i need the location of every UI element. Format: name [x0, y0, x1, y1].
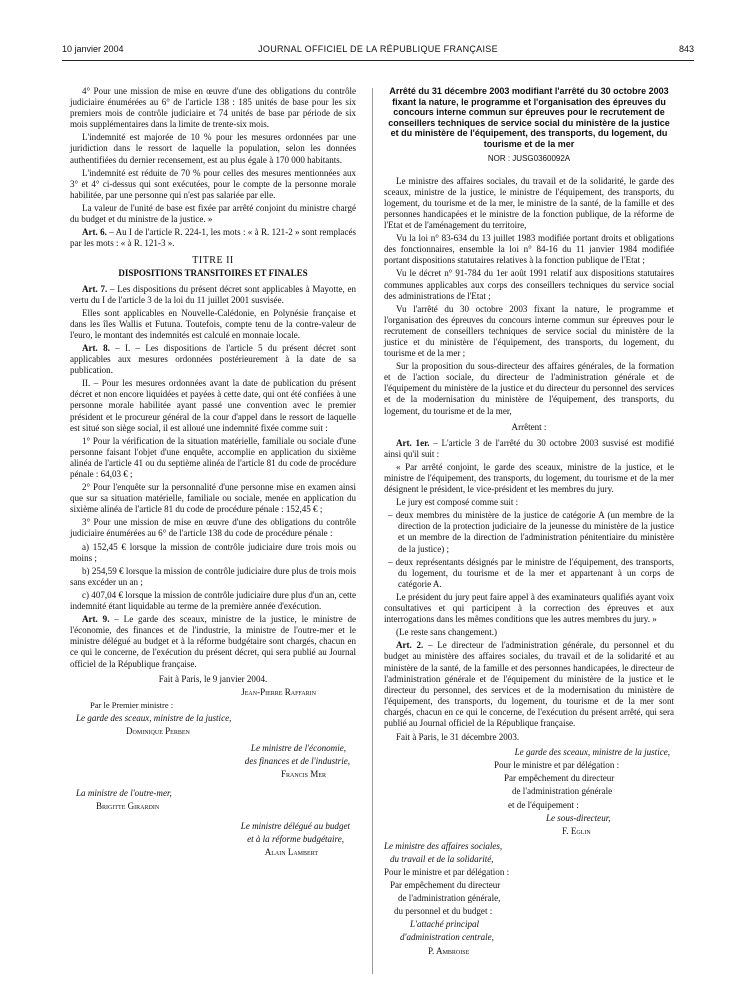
signature-line: et de l'équipement :	[508, 799, 579, 810]
list-item: – deux membres du ministère de la justice de catégorie A (un membre de la direction de la protection judiciaire de la jeunesse du ministère de la justice et un membre de la direction de l'administration pénitentiaire du ministère de la justice) ;	[388, 510, 674, 554]
paragraph: 1° Pour la vérification de la situation matérielle, familiale ou sociale d'une personne faisant l'objet d'une enquête, accomplie en application du sixième alinéa de l'article 41 ou du septième alinéa de l'article 81 du code de procédure pénale : 64,03 € ;	[70, 435, 356, 479]
article-8	[70, 343, 356, 376]
fait-line: Fait à Paris, le 9 janvier 2004.	[158, 673, 268, 684]
article-label: Art. 6.	[82, 227, 107, 238]
paragraph: Vu le décret n° 91-784 du 1er août 1991 relatif aux dispositions statutaires communes applicables aux corps des conseillers techniques du service social des administrations de l'Etat ;	[384, 268, 674, 301]
titre-subheading: DISPOSITIONS TRANSITOIRES ET FINALES	[118, 268, 308, 279]
paragraph: b) 254,59 € lorsque la mission de contrôle judiciaire dure plus de trois mois sans excéder un an ;	[70, 565, 356, 587]
paragraph: Elles sont applicables en Nouvelle-Calédonie, en Polynésie française et dans les îles Wallis et Futuna. Toutefois, compte tenu de la contre-valeur de l'euro, le montant des indemnités est calculé en monnaie locale.	[70, 307, 356, 340]
nor-reference: NOR : JUSG0360092A	[487, 153, 571, 163]
article-2	[384, 640, 674, 729]
signature-line: Pour le ministre et par délégation :	[384, 867, 510, 877]
signatory-name: Alain Lambert	[264, 846, 318, 857]
signatures	[384, 747, 674, 957]
article-label: Art. 7.	[82, 283, 108, 294]
paragraph: Vu la loi n° 83-634 du 13 juillet 1983 modifiée portant droits et obligations des fonctionnaires, ensemble la loi n° 84-16 du 11 janvier 1984 modifiée portant dispositions statutaires relatives à la fonction publique de l'Etat ;	[384, 233, 674, 266]
signature-title: L'attaché principal	[410, 919, 480, 930]
paragraph: « Par arrêté conjoint, le garde des sceaux, ministre de la justice, et le ministre de l'équipement, des transports, du logement, du tourisme et de la mer désignent le président, le vice-président et les membres du jury.	[384, 461, 674, 495]
page-header	[62, 44, 694, 58]
left-column	[70, 86, 356, 860]
article-text: – L'article 3 de l'arrêté du 30 octobre 2003 susvisé est modifié ainsi qu'il suit :	[384, 437, 674, 459]
arretent: Arrêtent :	[511, 421, 547, 432]
article-9	[70, 614, 356, 669]
signatory-name: Brigitte Girardin	[96, 801, 160, 812]
paragraph: Vu l'arrêté du 30 octobre 2003 fixant la nature, le programme et l'organisation des épreuves du concours interne commun sur épreuves pour le recrutement de conseillers techniques de service social du ministère de la justice et du ministère de l'équipement, des transports, du logement, du tourisme et de la mer ;	[384, 303, 674, 359]
article-text: – Les dispositions du présent décret sont applicables à Mayotte, en vertu du I de l'article 3 de la loi du 11 juillet 2001 susvisée.	[70, 283, 356, 305]
signature-title: La ministre de l'outre-mer,	[76, 788, 172, 799]
signature-title: et à la réforme budgétaire,	[247, 833, 344, 844]
paragraph: (Le reste sans changement.)	[396, 627, 497, 638]
signatory-name: Francis Mer	[280, 769, 326, 780]
paragraph: Sur la proposition du sous-directeur des affaires générales, de la formation et de l'action sociale, du directeur de l'administration générale et de l'équipement du ministère de la justice et du directeur du personnel des services et de la modernisation du ministère de l'équipement, des transports, du logement, du tourisme et de la mer,	[384, 361, 674, 416]
article-label: Art. 2.	[396, 640, 424, 651]
page-number: 843	[678, 44, 694, 54]
signature-title: d'administration centrale,	[400, 932, 494, 943]
fait-line: Fait à Paris, le 31 décembre 2003.	[396, 732, 520, 743]
signature-title: du travail et de la solidarité,	[390, 853, 494, 864]
article-text: – Le directeur de l'administration générale, du personnel et du budget au ministère des affaires sociales, du travail et de la solidarité et au ministère de la santé, de la famille et des personnes handicapées, le directeur de l'administration générale et de l'équipement du ministère de la justice et le directeur du personnel, des services et de la modernisation du ministère de l'équipement, des transports, du logement, du tourisme et de la mer sont chargés, chacun en ce qui le concerne, de l'exécution du présent arrêté, qui sera publié au Journal officiel de la République française.	[384, 640, 674, 728]
signature-title: Le ministre délégué au budget	[240, 820, 350, 831]
article-label: Art. 1er.	[396, 437, 430, 448]
signature-title: Le ministre de l'économie,	[250, 743, 346, 754]
signature-line: de l'administration générale	[512, 786, 613, 797]
signature-title: Le garde des sceaux, ministre de la justice,	[76, 712, 232, 723]
paragraph: La valeur de l'unité de base est fixée par arrêté conjoint du ministre chargé du budget et du ministre de la justice. »	[70, 202, 356, 225]
article-text: – I. – Les dispositions de l'article 5 du présent décret sont applicables aux mesures ordonnées postérieurement à la date de sa publication.	[70, 342, 356, 376]
signatory-name: Dominique Perben	[126, 725, 190, 736]
paragraph: Le jury est composé comme suit :	[396, 497, 519, 508]
article-text: – Le garde des sceaux, ministre de la justice, le ministre de l'économie, des finances et de l'industrie, la ministre de l'outre-mer et le ministre délégué au budget et à la réforme budgétaire sont chargés, chacun en ce qui le concerne, de l'exécution du présent décret, qui sera publié au Journal officiel de la République française.	[70, 614, 356, 669]
signature-title: Le sous-directeur,	[546, 812, 611, 823]
journal-title: JOURNAL OFFICIEL DE LA RÉPUBLIQUE FRANÇAISE	[258, 44, 498, 54]
article-label: Art. 8.	[82, 342, 110, 353]
signature-line: Pour le ministre et par délégation :	[494, 760, 620, 771]
signatory-name: Jean-Pierre Raffarin	[241, 686, 316, 697]
signature-line: Par empêchement du directeur	[390, 880, 501, 891]
decree-title: Arrêté du 31 décembre 2003 modifiant l'arrêté du 30 octobre 2003 fixant la nature, le programme et l'organisation des épreuves du concours interne commun sur épreuves pour le recrutement de conseillers techniques de service social du ministère de la justice et du ministère de l'équipement, des transports, du logement, du tourisme et de la mer	[388, 86, 670, 149]
signature-title: Le garde des sceaux, ministre de la justice,	[514, 747, 670, 758]
paragraph: Le ministre des affaires sociales, du travail et de la solidarité, le garde des sceaux, ministre de la justice, le ministre de l'équipement, des transports, du logement, du tourisme et de la mer, le ministre de la santé, de la famille et des personnes handicapées et le ministre de la fonction publique, de la réforme de l'Etat et de l'aménagement du territoire,	[384, 175, 674, 231]
article-6	[70, 227, 356, 249]
signatures	[70, 687, 356, 858]
header-date: 10 janvier 2004	[62, 44, 124, 54]
right-column	[384, 86, 674, 959]
paragraph: L'indemnité est réduite de 70 % pour celles des mesures mentionnées aux 3° et 4° ci-dessus qui sont exécutées, pour le compte de la personne morale habilitée, par une personne qui n'est pas salariée par elle.	[70, 167, 356, 200]
signature-title: Le ministre des affaires sociales,	[384, 840, 503, 851]
paragraph: II. – Pour les mesures ordonnées avant la date de publication du présent décret et non encore liquidées et payées à cette date, qui ont été confiées à une personne morale habilitée ayant passé une convention avec le premier président et le procureur général de la cour d'appel dans le ressort de laquelle est situé son siège social, il est alloué une indemnité fixée comme suit :	[70, 378, 356, 433]
signature-line: Par le Premier ministre :	[90, 699, 174, 710]
list-item: – deux représentants désignés par le ministre de l'équipement, des transports, du logement, du tourisme et de la mer et appartenant à un corps de catégorie A.	[388, 556, 674, 589]
paragraph: a) 152,45 € lorsque la mission de contrôle judiciaire dure trois mois ou moins ;	[70, 541, 356, 563]
signature-line: de l'administration générale,	[398, 893, 501, 904]
paragraph: 2° Pour l'enquête sur la personnalité d'une personne mise en examen ainsi que sur sa situation matérielle, familiale ou sociale, menée en application du sixième alinéa de l'article 81 du code de procédure pénale : 152,45 € ;	[70, 482, 356, 515]
signature-line: du personnel et du budget :	[394, 906, 493, 917]
column-divider	[372, 88, 373, 974]
article-text: – Au I de l'article R. 224-1, les mots : « à R. 121-2 » sont remplacés par les mots : « à R. 121-3 ».	[70, 227, 356, 249]
signature-title: des finances et de l'industrie,	[244, 756, 350, 767]
header-rule	[62, 60, 694, 61]
titre-heading: TITRE II	[192, 255, 234, 267]
article-7	[70, 284, 356, 306]
signature-line: Par empêchement du directeur	[504, 773, 615, 784]
signatory-name: F. Eglin	[562, 825, 591, 836]
paragraph: 3° Pour une mission de mise en œuvre d'une des obligations du contrôle judiciaire énumérées au 6° de l'article 138 du code de procédure pénale :	[70, 517, 356, 539]
paragraph: c) 407,04 € lorsque la mission de contrôle judiciaire dure plus d'un an, cette indemnité étant liquidable au terme de la première année d'exécution.	[70, 589, 356, 612]
article-label: Art. 9.	[82, 614, 110, 625]
paragraph: L'indemnité est majorée de 10 % pour les mesures ordonnées par une juridiction dans le ressort de laquelle la population, selon les données authentifiées du dernier recensement, est au plus égale à 170 000 habitants.	[70, 132, 356, 165]
signatory-name: P. Ambroise	[428, 945, 470, 956]
paragraph: Le président du jury peut faire appel à des examinateurs qualifiés ayant voix consultatives et qui participent à la correction des épreuves et aux interrogations dans les mêmes conditions que les autres membres du jury. »	[384, 591, 674, 625]
article-1	[384, 438, 674, 460]
paragraph: 4° Pour une mission de mise en œuvre d'une des obligations du contrôle judiciaire énumérées au 6° de l'article 138 : 185 unités de base pour les six premiers mois de contrôle judiciaire et 74 unités de base par période de six mois supplémentaires dans la limite de trente-six mois.	[70, 86, 356, 130]
